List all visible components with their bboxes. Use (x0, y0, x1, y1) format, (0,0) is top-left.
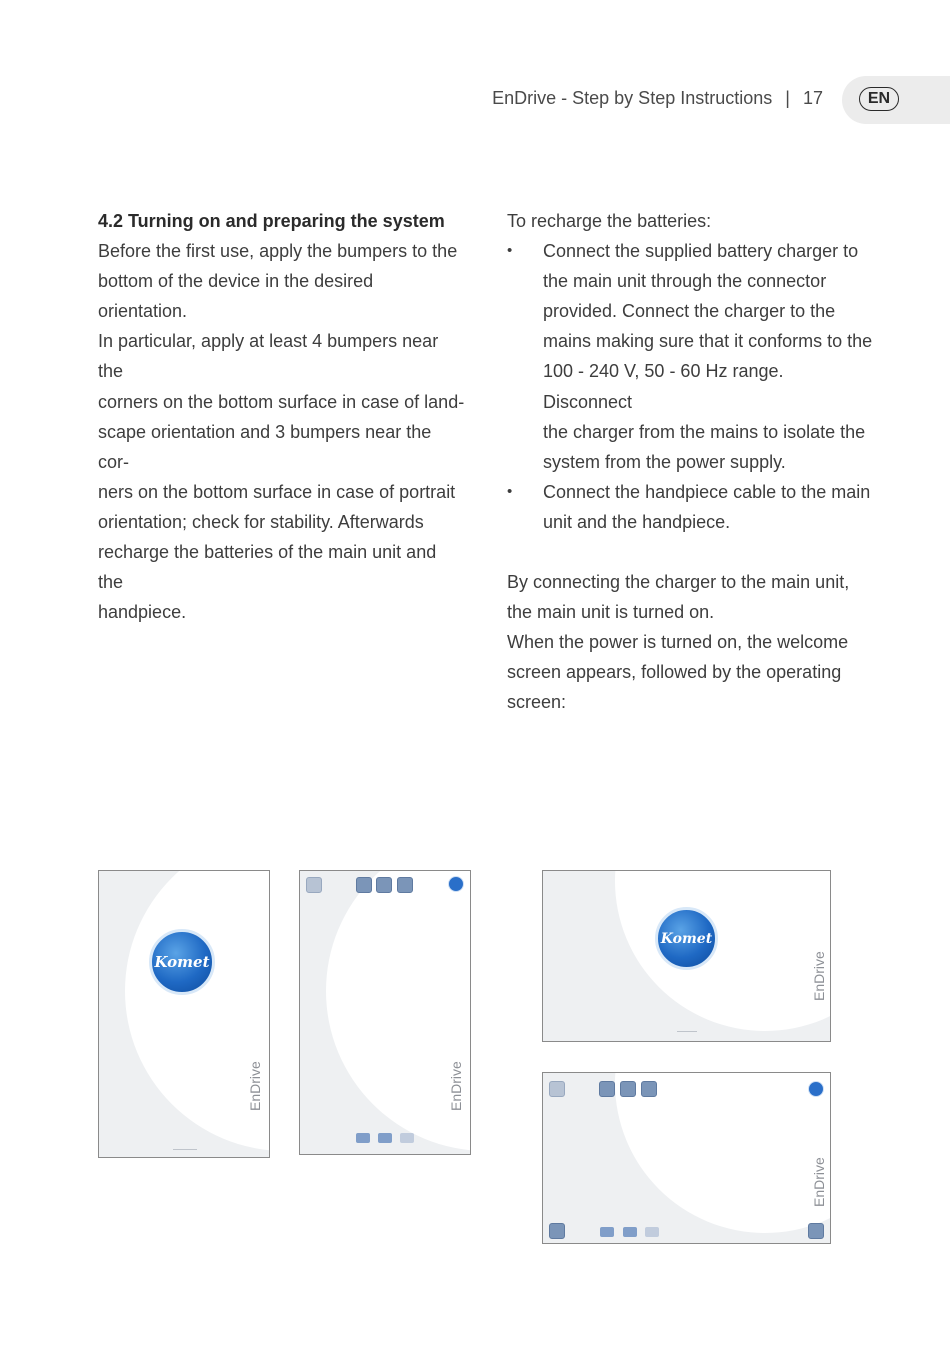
settings-icon (306, 877, 322, 893)
handpiece-icon (397, 877, 413, 893)
left-line: ners on the bottom surface in case of portrait (98, 481, 456, 502)
power-on-line: the main unit is turned on. (507, 602, 715, 623)
status-icon (645, 1227, 659, 1237)
endrive-label: EnDrive (247, 1061, 263, 1111)
mode-icon (356, 877, 372, 893)
back-icon (549, 1223, 565, 1239)
right-column (507, 206, 877, 718)
section-title: 4.2 Turning on and preparing the system (98, 211, 445, 231)
background-arc (615, 870, 831, 1031)
forward-icon (808, 1223, 824, 1239)
left-line: In particular, apply at least 4 bumpers near the (98, 331, 439, 382)
header-title: EnDrive - Step by Step Instructions (492, 88, 773, 108)
language-badge: EN (859, 87, 899, 111)
komet-logo: Komet (149, 929, 215, 995)
language-tab (842, 76, 950, 124)
power-on-line: screen: (507, 692, 567, 713)
header-separator: | (785, 88, 790, 108)
bullet-line: unit and the handpiece. (543, 511, 731, 532)
portrait-operating-screen (299, 870, 471, 1155)
endrive-label: EnDrive (811, 1157, 827, 1207)
status-icon (400, 1133, 414, 1143)
power-on-line: When the power is turned on, the welcome (507, 632, 849, 653)
page-number: 17 (802, 88, 823, 108)
landscape-welcome-screen (542, 870, 831, 1042)
running-header (492, 88, 823, 109)
bullet-line: system from the power supply. (543, 451, 786, 472)
portrait-welcome-screen (98, 870, 270, 1158)
status-icon (623, 1227, 637, 1237)
status-icon (600, 1227, 614, 1237)
left-line: recharge the batteries of the main unit and the (98, 542, 437, 593)
bullet-line: mains making sure that it conforms to the (543, 331, 873, 352)
left-line: orientation; check for stability. Afterwards (98, 511, 424, 532)
bullet-line: the charger from the mains to isolate the (543, 421, 866, 442)
komet-logo-small (808, 1081, 824, 1097)
divider (173, 1149, 197, 1150)
bullet-line: 100 - 240 V, 50 - 60 Hz range. Disconnect (543, 361, 784, 412)
battery-icon (620, 1081, 636, 1097)
settings-icon (549, 1081, 565, 1097)
bullet-line: • Connect the supplied battery charger to (543, 241, 859, 262)
left-column (98, 206, 466, 627)
endrive-label: EnDrive (448, 1061, 464, 1111)
endrive-label: EnDrive (811, 951, 827, 1001)
komet-logo-small (448, 876, 464, 892)
recharge-steps (507, 236, 877, 537)
status-icon (356, 1133, 370, 1143)
left-line: Before the first use, apply the bumpers to the (98, 241, 458, 262)
power-on-line: By connecting the charger to the main unit, (507, 572, 850, 593)
bullet-line: the main unit through the connector (543, 271, 827, 292)
status-icon (378, 1133, 392, 1143)
list-item (507, 236, 877, 477)
landscape-operating-screen (542, 1072, 831, 1244)
komet-logo: Komet (655, 907, 718, 970)
left-line: bottom of the device in the desired orientation. (98, 271, 374, 322)
battery-icon (376, 877, 392, 893)
bullet-line: provided. Connect the charger to the (543, 301, 836, 322)
left-line: corners on the bottom surface in case of land- (98, 391, 465, 412)
left-line: scape orientation and 3 bumpers near the cor- (98, 421, 432, 472)
recharge-intro: To recharge the batteries: (507, 211, 712, 231)
handpiece-icon (641, 1081, 657, 1097)
mode-icon (599, 1081, 615, 1097)
list-item (507, 477, 877, 537)
bullet-line: • Connect the handpiece cable to the main (543, 481, 871, 502)
divider (677, 1031, 697, 1032)
power-on-line: screen appears, followed by the operating (507, 662, 842, 683)
left-line: handpiece. (98, 602, 187, 623)
